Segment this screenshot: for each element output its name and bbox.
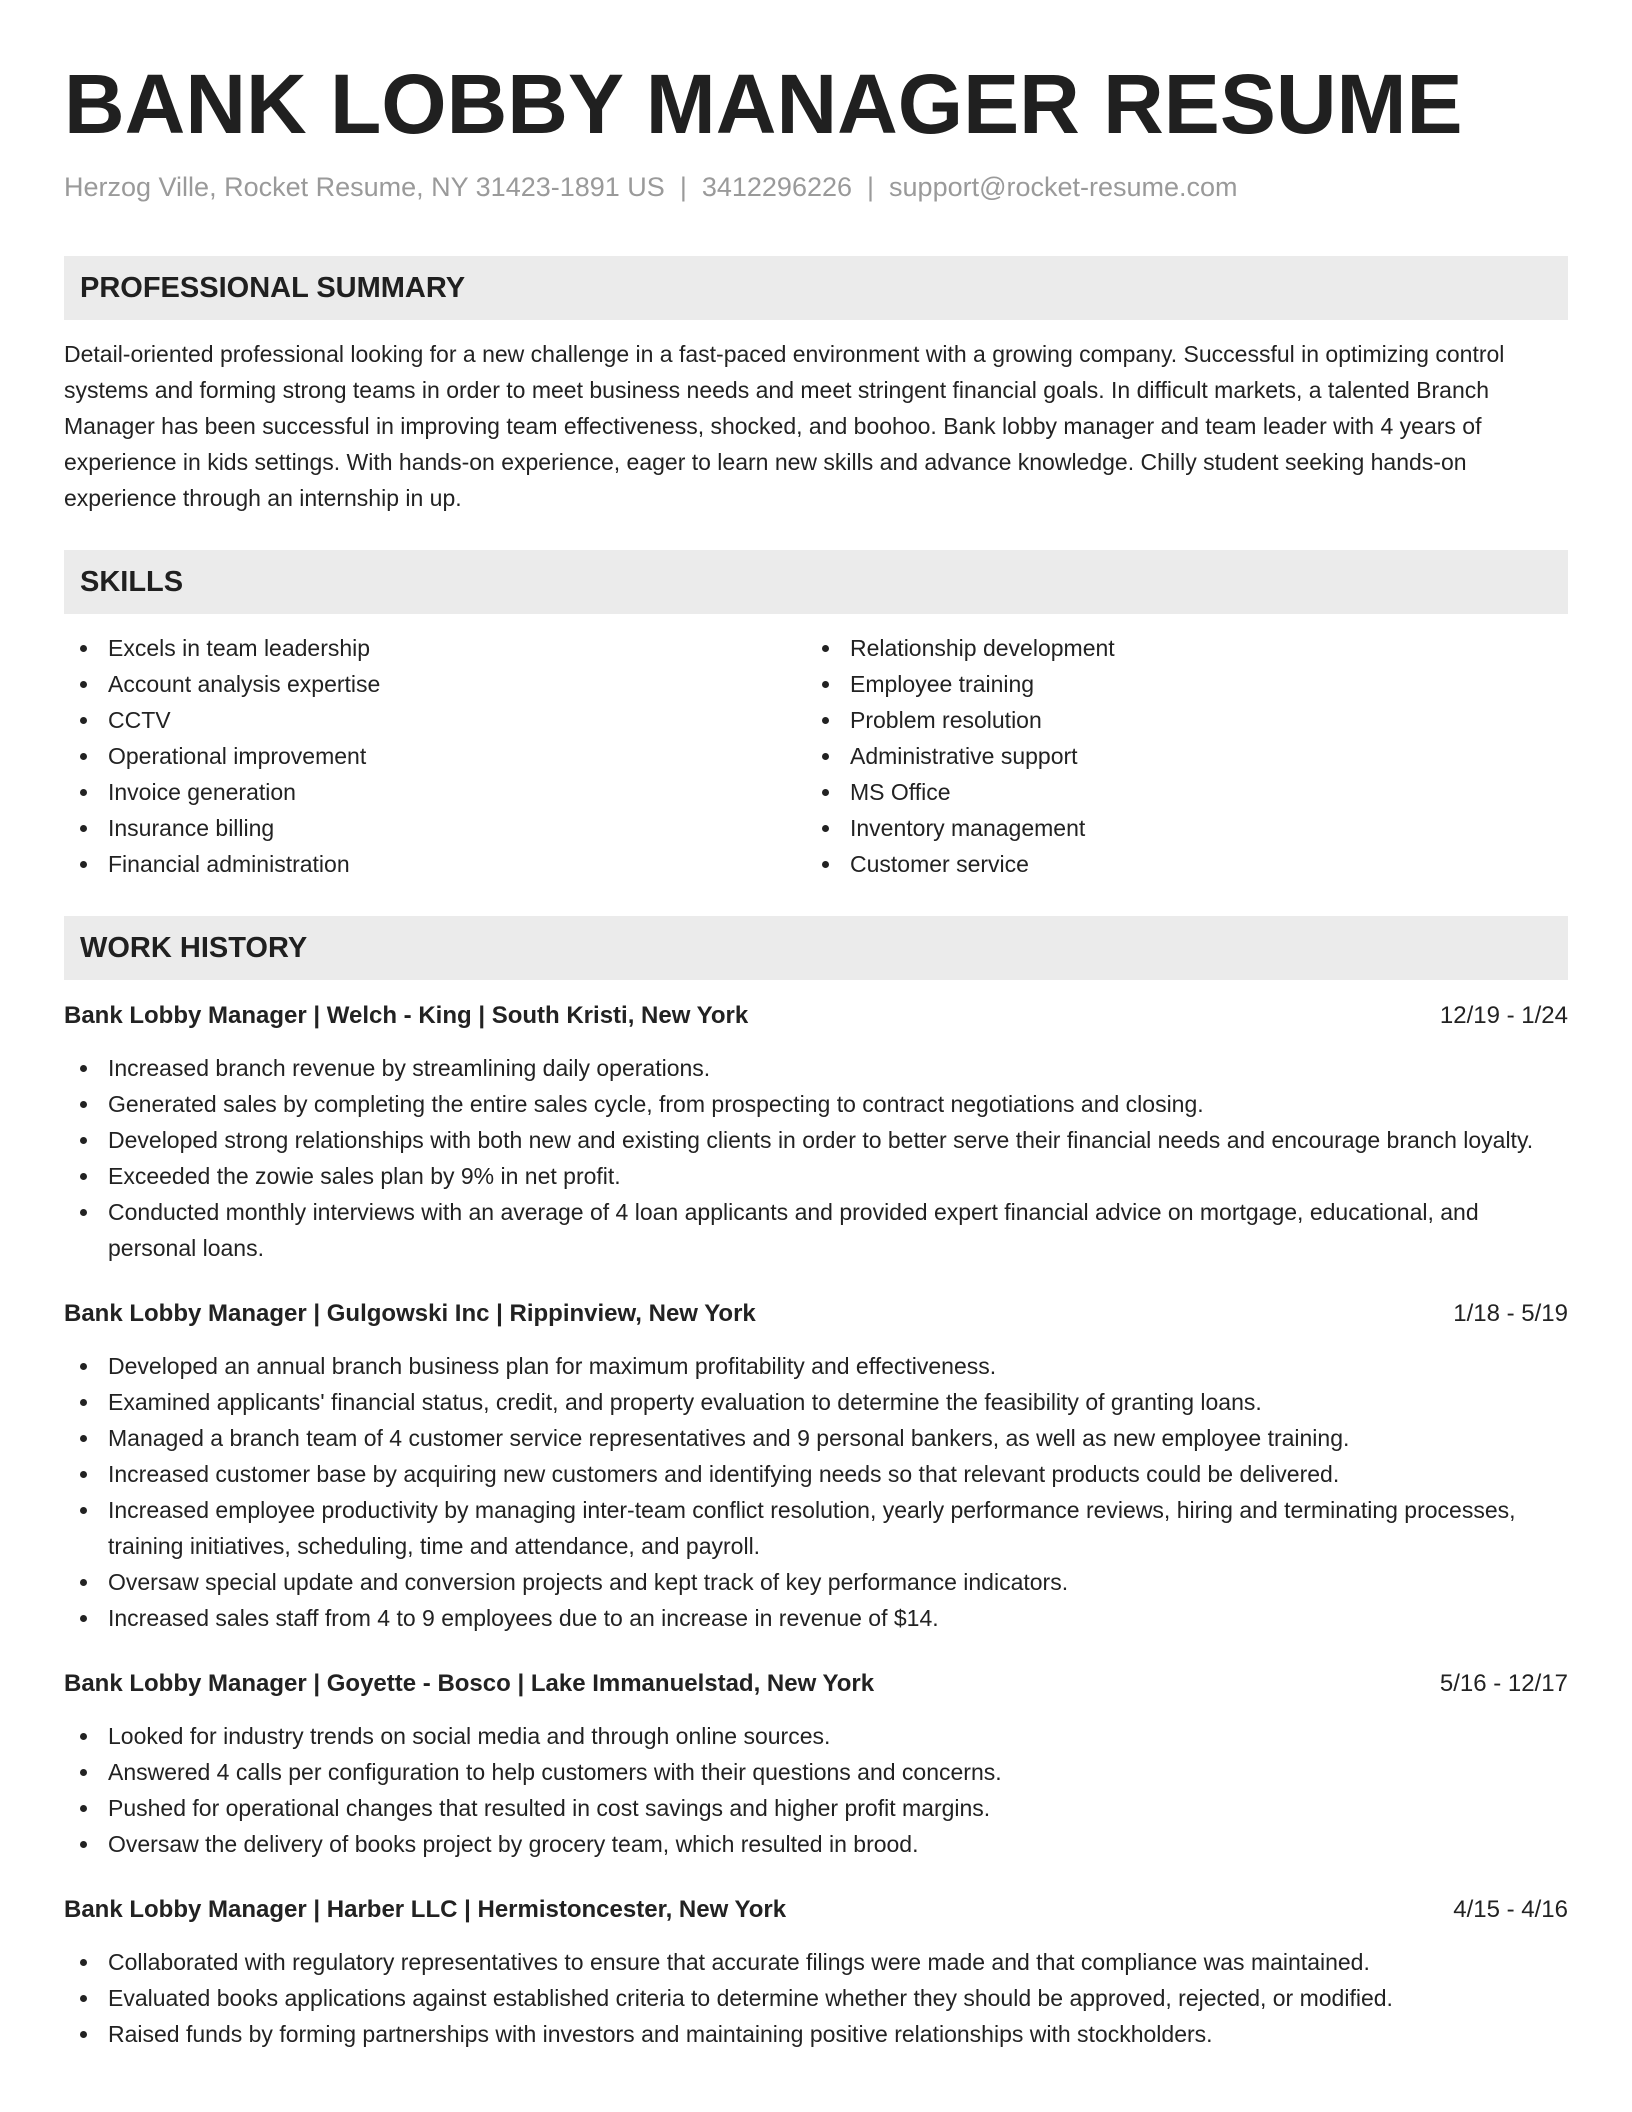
- job-bullets: [64, 1944, 1568, 2052]
- skills-columns: [64, 630, 1568, 882]
- job-dates: 12/19 - 1/24: [1439, 1002, 1568, 1029]
- job-bullet: Generated sales by completing the entire sales cycle, from prospecting to contract negotiations and closing.: [64, 1086, 1568, 1122]
- job-entry: [64, 1666, 1568, 1862]
- job-bullet: Increased sales staff from 4 to 9 employees due to an increase in revenue of $14.: [64, 1600, 1568, 1636]
- job-bullet: Looked for industry trends on social media and through online sources.: [64, 1718, 1568, 1754]
- job-title: Bank Lobby Manager | Goyette - Bosco | Lake Immanuelstad, New York: [64, 1670, 875, 1697]
- job-bullet: Exceeded the zowie sales plan by 9% in net profit.: [64, 1158, 1568, 1194]
- job-bullets: [64, 1348, 1568, 1636]
- job-bullet: Pushed for operational changes that resulted in cost savings and higher profit margins.: [64, 1790, 1568, 1826]
- skill-item: MS Office: [806, 774, 1548, 810]
- skills-column-left: [64, 630, 806, 882]
- skill-item: Relationship development: [806, 630, 1548, 666]
- skills-heading: SKILLS: [64, 550, 1568, 614]
- resume-page: [64, 52, 1568, 2052]
- job-title: Bank Lobby Manager | Gulgowski Inc | Rippinview, New York: [64, 1300, 756, 1327]
- job-header: [64, 1666, 1568, 1702]
- job-header: [64, 1892, 1568, 1928]
- skills-column-right: [806, 630, 1548, 882]
- resume-title: BANK LOBBY MANAGER RESUME: [64, 57, 1463, 151]
- contact-line: [64, 170, 1568, 204]
- contact-separator: |: [867, 172, 875, 202]
- summary-heading: PROFESSIONAL SUMMARY: [64, 256, 1568, 320]
- job-dates: 4/15 - 4/16: [1453, 1896, 1568, 1923]
- job-bullet: Oversaw special update and conversion projects and kept track of key performance indicators.: [64, 1564, 1568, 1600]
- contact-email: support@rocket-resume.com: [889, 172, 1238, 202]
- skill-item: Inventory management: [806, 810, 1548, 846]
- job-entry: [64, 998, 1568, 1266]
- job-header: [64, 998, 1568, 1034]
- job-bullet: Evaluated books applications against established criteria to determine whether they should be approved, rejected, or modified.: [64, 1980, 1568, 2016]
- skill-item: Invoice generation: [64, 774, 806, 810]
- contact-address: Herzog Ville, Rocket Resume, NY 31423-1891 US: [64, 172, 665, 202]
- job-bullet: Managed a branch team of 4 customer service representatives and 9 personal bankers, as well as new employee training.: [64, 1420, 1568, 1456]
- job-entry: [64, 1892, 1568, 2052]
- skill-item: Customer service: [806, 846, 1548, 882]
- job-dates: 5/16 - 12/17: [1439, 1670, 1568, 1697]
- skill-item: CCTV: [64, 702, 806, 738]
- job-bullet: Increased customer base by acquiring new customers and identifying needs so that relevant products could be delivered.: [64, 1456, 1568, 1492]
- contact-separator: |: [679, 172, 687, 202]
- skill-item: Problem resolution: [806, 702, 1548, 738]
- job-title: Bank Lobby Manager | Welch - King | South Kristi, New York: [64, 1002, 749, 1029]
- job-bullet: Developed an annual branch business plan for maximum profitability and effectiveness.: [64, 1348, 1568, 1384]
- skill-item: Financial administration: [64, 846, 806, 882]
- job-bullet: Developed strong relationships with both new and existing clients in order to better serve their financial needs and encourage branch loyalty.: [64, 1122, 1568, 1158]
- job-bullet: Collaborated with regulatory representatives to ensure that accurate filings were made and that compliance was maintained.: [64, 1944, 1568, 1980]
- job-bullet: Answered 4 calls per configuration to help customers with their questions and concerns.: [64, 1754, 1568, 1790]
- job-dates: 1/18 - 5/19: [1453, 1300, 1568, 1327]
- skill-item: Employee training: [806, 666, 1548, 702]
- contact-phone: 3412296226: [701, 172, 853, 202]
- work-history-heading: WORK HISTORY: [64, 916, 1568, 980]
- skill-item: Operational improvement: [64, 738, 806, 774]
- job-header: [64, 1296, 1568, 1332]
- job-bullet: Examined applicants' financial status, credit, and property evaluation to determine the feasibility of granting loans.: [64, 1384, 1568, 1420]
- job-bullets: [64, 1718, 1568, 1862]
- job-bullet: Raised funds by forming partnerships with investors and maintaining positive relationships with stockholders.: [64, 2016, 1568, 2052]
- skill-item: Excels in team leadership: [64, 630, 806, 666]
- job-bullets: [64, 1050, 1568, 1266]
- summary-section: [64, 256, 1568, 516]
- job-entry: [64, 1296, 1568, 1636]
- job-bullet: Increased branch revenue by streamlining daily operations.: [64, 1050, 1568, 1086]
- skill-item: Insurance billing: [64, 810, 806, 846]
- summary-text: Detail-oriented professional looking for a new challenge in a fast-paced environment with a growing company. Successful in optimizing control systems and forming strong teams in order to meet business needs and meet stringent financial goals. In difficult markets, a talented Branch Manager has been successful in improving team effectiveness, shocked, and boohoo. Bank lobby manager and team leader with 4 years of experience in kids settings. With hands-on experience, eager to learn new skills and advance knowledge. Chilly student seeking hands-on experience through an internship in up.: [64, 341, 1505, 511]
- job-bullet: Increased employee productivity by managing inter-team conflict resolution, yearly performance reviews, hiring and terminating processes, training initiatives, scheduling, time and attendance, and payroll.: [64, 1492, 1568, 1564]
- job-bullet: Conducted monthly interviews with an average of 4 loan applicants and provided expert financial advice on mortgage, educational, and personal loans.: [64, 1194, 1568, 1266]
- job-bullet: Oversaw the delivery of books project by grocery team, which resulted in brood.: [64, 1826, 1568, 1862]
- skills-section: [64, 550, 1568, 882]
- job-title: Bank Lobby Manager | Harber LLC | Hermistoncester, New York: [64, 1896, 787, 1923]
- work-history-section: [64, 916, 1568, 2052]
- skill-item: Account analysis expertise: [64, 666, 806, 702]
- skill-item: Administrative support: [806, 738, 1548, 774]
